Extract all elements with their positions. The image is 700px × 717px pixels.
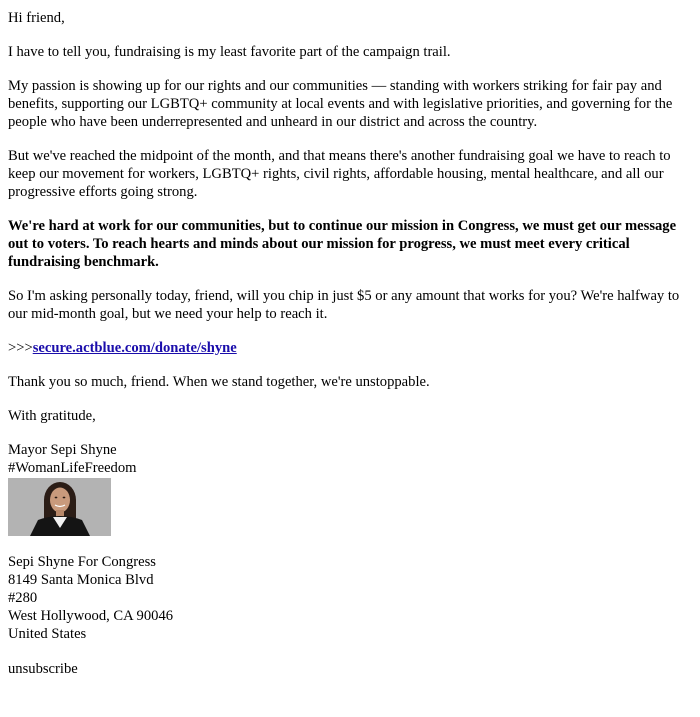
paragraph-passion: My passion is showing up for our rights and our communities — standing with workers striking for fair pay and benefits, supporting our LGBTQ+ community at local events and with legislative priorities, and governing for the people who have been underrepresented and unheard in our district and across the country.	[8, 78, 673, 130]
address-street: 8149 Santa Monica Blvd	[8, 572, 154, 588]
signature-hashtag: #WomanLifeFreedom	[8, 460, 137, 476]
unsubscribe-link[interactable]: unsubscribe	[8, 661, 78, 677]
donate-prefix: >>>	[8, 340, 33, 356]
signature-name: Mayor Sepi Shyne	[8, 442, 117, 458]
paragraph-midpoint: But we've reached the midpoint of the month, and that means there's another fundraising goal we have to reach to keep our movement for workers, LGBTQ+ rights, civil rights, affordable housing, mental healthcare, and all our progressive efforts going strong.	[8, 148, 671, 200]
greeting: Hi friend,	[8, 10, 65, 26]
closing: With gratitude,	[8, 408, 96, 424]
mailing-address	[8, 553, 692, 643]
donate-line	[8, 339, 692, 357]
paragraph-ask: So I'm asking personally today, friend, will you chip in just $5 or any amount that works for you? We're halfway to our mid-month goal, but we need your help to reach it.	[8, 288, 680, 322]
address-suite: #280	[8, 590, 38, 606]
signature	[8, 441, 692, 536]
paragraph-thanks: Thank you so much, friend. When we stand together, we're unstoppable.	[8, 374, 430, 390]
donate-link[interactable]: secure.actblue.com/donate/shyne	[32, 340, 237, 356]
candidate-photo	[8, 478, 111, 536]
address-city: West Hollywood, CA 90046	[8, 608, 174, 624]
paragraph-fundraising-intro: I have to tell you, fundraising is my least favorite part of the campaign trail.	[8, 44, 451, 60]
paragraph-mission-bold: We're hard at work for our communities, but to continue our mission in Congress, we must get our message out to voters. To reach hearts and minds about our mission for progress, we must meet every critical fundraising benchmark.	[8, 218, 677, 270]
address-country: United States	[8, 626, 87, 642]
address-org: Sepi Shyne For Congress	[8, 554, 156, 570]
